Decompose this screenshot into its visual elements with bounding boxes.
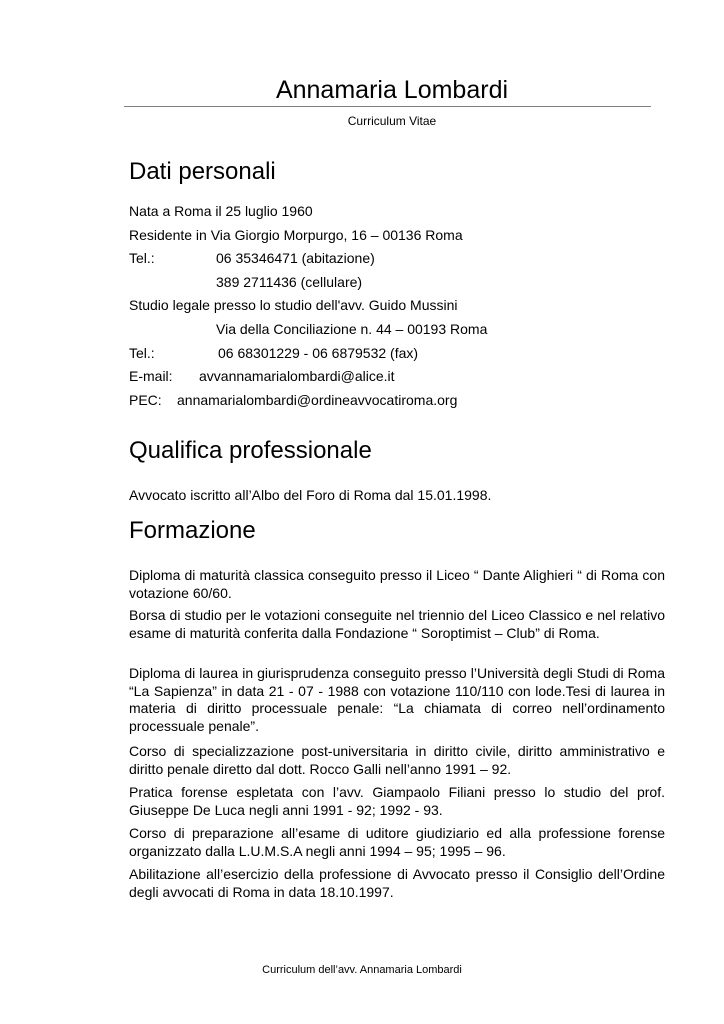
email-value: avvannamarialombardi@alice.it [199,368,395,384]
education-item: Corso di preparazione all’esame di uditore giudiziario ed alla professione forense organizzato dalla L.U.M.S.A negli anni 1994 – 95; 1995 – 96. [129,825,665,859]
tel2-label: Tel.: [129,345,155,361]
cv-name: Annamaria Lombardi [275,76,509,104]
qualification-text: Avvocato iscritto all’Albo del Foro di Roma dal 15.01.1998. [129,487,492,503]
birth-line: Nata a Roma il 25 luglio 1960 [129,203,313,219]
education-item: Diploma di maturità classica conseguito presso il Liceo “ Dante Alighieri “ di Roma con votazione 60/60. [129,567,665,601]
tel-home: 06 35346471 (abitazione) [216,250,375,266]
residence-line: Residente in Via Giorgio Morpurgo, 16 – 00136 Roma [129,227,463,243]
email-label: E-mail: [129,368,173,384]
education-item: Abilitazione all’esercizio della professione di Avvocato presso il Consiglio dell’Ordine degli avvocati di Roma in data 18.10.1997. [129,866,665,900]
cv-subtitle: Curriculum Vitae [347,114,437,128]
pec-label: PEC: [129,392,162,408]
education-item: Borsa di studio per le votazioni conseguite nel triennio del Liceo Classico e nel relativo esame di maturità conferita dalla Fondazione “ Soroptimist – Club” di Roma. [129,607,665,641]
studio-line: Studio legale presso lo studio dell'avv. Guido Mussini [129,297,458,313]
education-item: Pratica forense espletata con l’avv. Giampaolo Filiani presso lo studio del prof. Giuseppe De Luca negli anni 1991 - 92; 1992 - 93. [129,784,665,818]
page-footer: Curriculum dell’avv. Annamaria Lombardi [262,964,462,976]
tel-label: Tel.: [129,250,155,266]
section-heading-education: Formazione [129,517,256,544]
studio-address: Via della Conciliazione n. 44 – 00193 Roma [216,321,488,337]
section-heading-personal: Dati personali [129,158,276,185]
tel2-value: 06 68301229 - 06 6879532 (fax) [218,345,419,361]
education-item: Corso di specializzazione post-universitaria in diritto civile, diritto amministrativo e diritto penale diretto dal dott. Rocco Galli nell’anno 1991 – 92. [129,743,665,777]
header-divider [124,106,651,107]
education-item: Diploma di laurea in giurisprudenza conseguito presso l’Università degli Studi di Roma “La Sapienza” in data 21 - 07 - 1988 con votazione 110/110 con lode.Tesi di laurea in materia di diritto processuale penale: “La chiamata di correo nell’ordinamento processuale penale”. [129,665,665,734]
section-heading-qualification: Qualifica professionale [129,437,372,464]
tel-mobile: 389 2711436 (cellulare) [216,274,363,290]
pec-value: annamarialombardi@ordineavvocatiroma.org [177,392,458,408]
